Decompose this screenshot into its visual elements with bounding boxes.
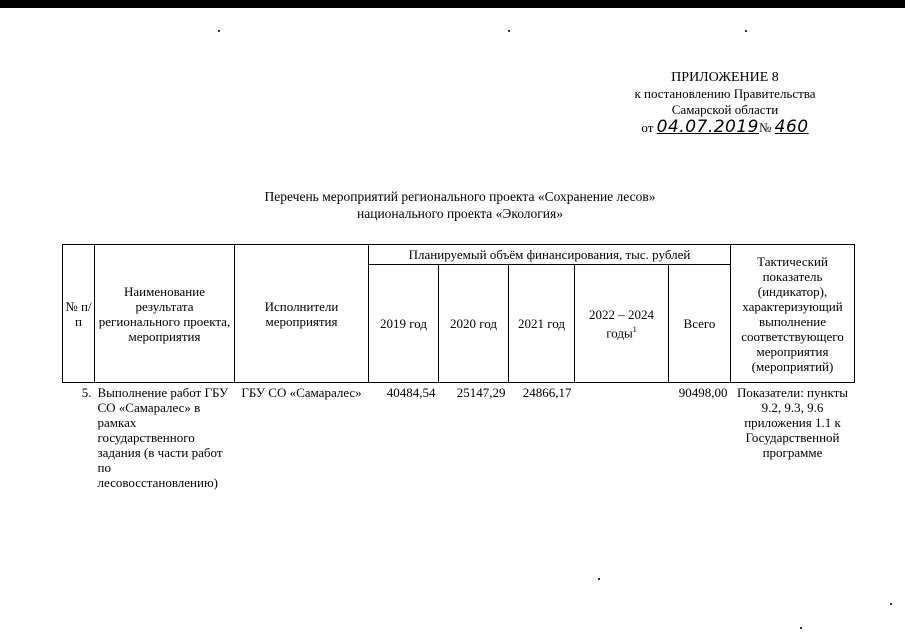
row-2022-2024 — [575, 383, 669, 493]
document-title-line-1: Перечень мероприятий регионального проекта «Сохранение лесов» — [264, 189, 656, 204]
scan-speck — [745, 30, 747, 32]
top-border-bar — [0, 0, 905, 8]
handwritten-number: 460 — [774, 117, 809, 137]
header-executors: Исполнители мероприятия — [235, 245, 369, 383]
header-2022-2024-label: 2022 – 2024 годы — [589, 306, 654, 341]
document-title-line-2: национального проекта «Экология» — [357, 206, 563, 221]
appendix-date-line — [560, 119, 890, 136]
row-executor: ГБУ СО «Самаралес» — [241, 385, 362, 400]
measures-table — [62, 244, 855, 492]
header-2020: 2020 год — [439, 265, 509, 383]
scan-speck — [508, 30, 510, 32]
row-num: 5. — [81, 385, 92, 400]
header-2021: 2021 год — [509, 265, 575, 383]
row-2020: 25147,29 — [456, 385, 506, 400]
row-indicator: Показатели: пункты 9.2, 9.3, 9.6 приложения 1.1 к Государственной программе — [736, 385, 849, 460]
row-total: 90498,00 — [678, 385, 728, 400]
header-2019: 2019 год — [369, 265, 439, 383]
appendix-title: ПРИЛОЖЕНИЕ 8 — [671, 70, 779, 85]
header-indicator: Тактический показатель (индикатор), характеризующий выполнение соответствующего мероприятия (мероприятий) — [731, 245, 855, 383]
scan-speck — [800, 627, 802, 629]
table-row — [63, 383, 855, 493]
scan-speck — [598, 578, 600, 580]
header-num: № п/п — [63, 245, 95, 383]
scan-speck — [218, 30, 220, 32]
number-prefix: № — [759, 120, 772, 135]
header-name: Наименование результата регионального проекта, мероприятия — [95, 245, 235, 383]
header-2022-2024 — [575, 265, 669, 383]
document-title — [160, 188, 760, 222]
date-prefix: от — [641, 120, 654, 135]
row-2019: 40484,54 — [386, 385, 436, 400]
header-funding: Планируемый объём финансирования, тыс. рублей — [369, 245, 731, 265]
handwritten-date: 04.07.2019 — [656, 117, 759, 137]
appendix-block — [560, 70, 890, 136]
scan-speck — [890, 603, 892, 605]
appendix-line-2: к постановлению Правительства — [634, 86, 816, 101]
footnote-mark: 1 — [632, 324, 637, 334]
row-name: Выполнение работ ГБУ СО «Самаралес» в рамках государственного задания (в части работ по лесовосстановлению) — [97, 385, 229, 490]
header-total: Всего — [669, 265, 731, 383]
appendix-line-3: Самарской области — [671, 102, 779, 117]
row-2021: 24866,17 — [522, 385, 572, 400]
